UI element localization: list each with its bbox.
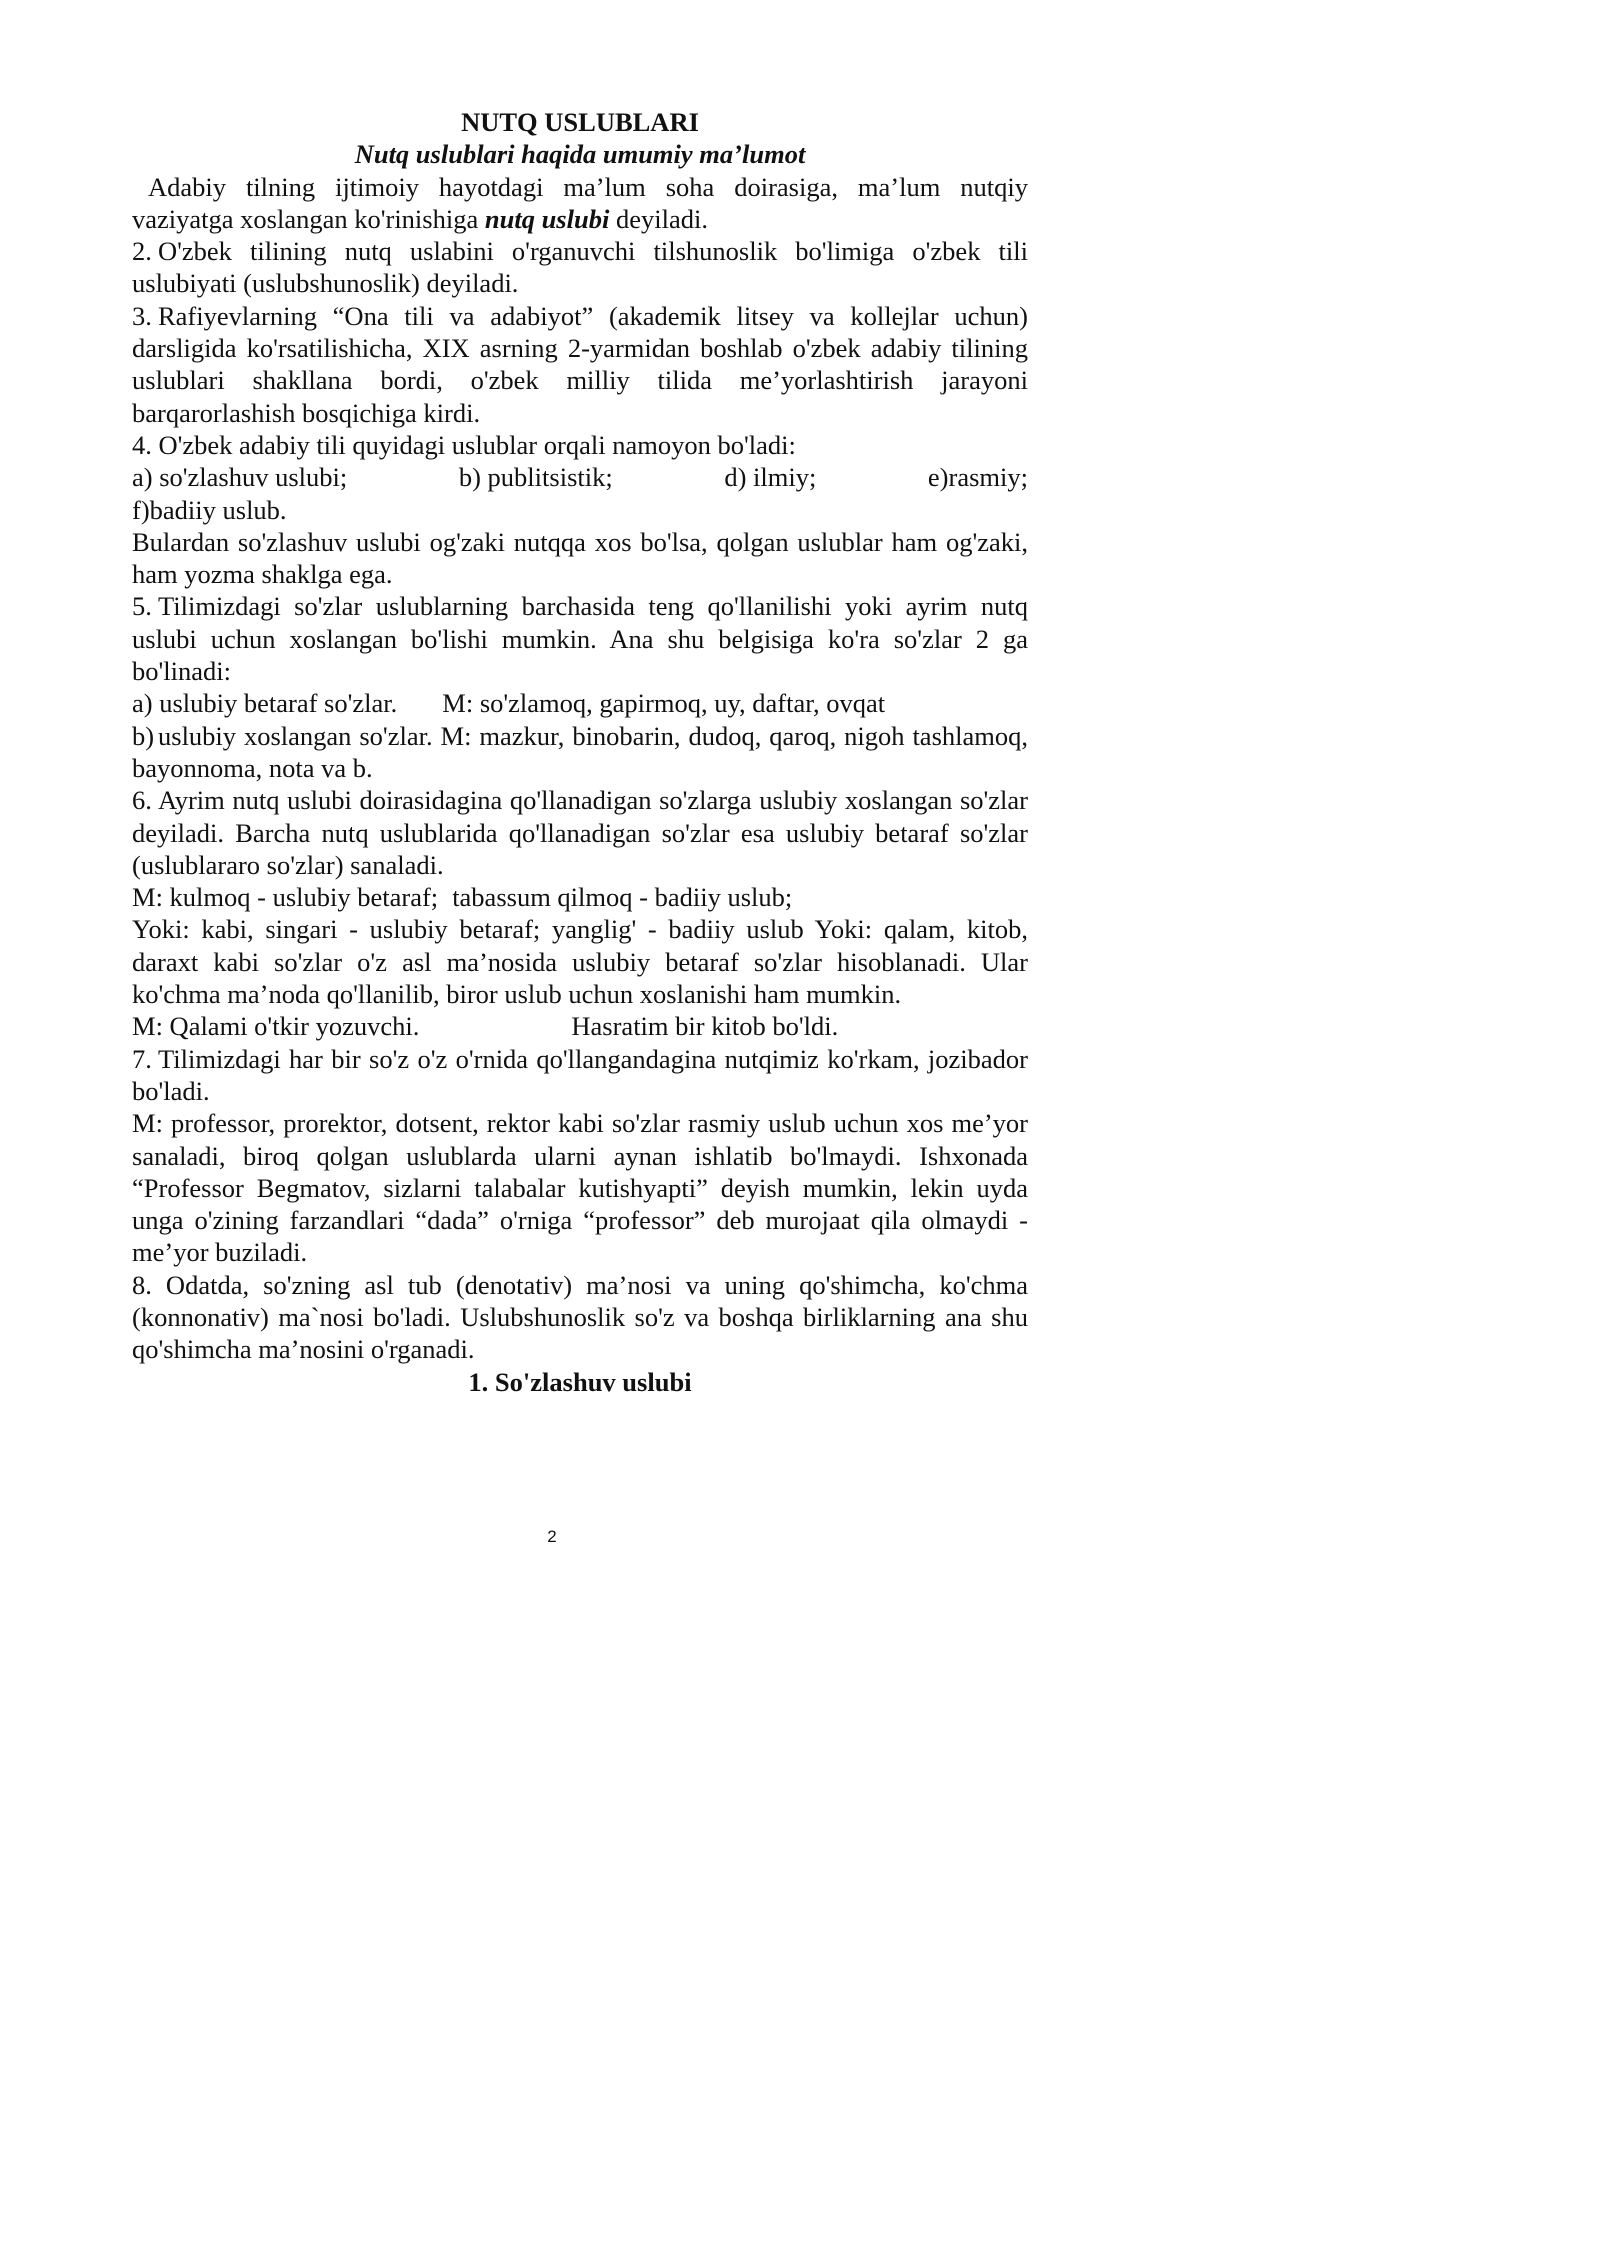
paragraph-5 — [132, 590, 1028, 687]
term-nutq-uslubi: nutq uslubi — [484, 203, 610, 234]
option-a: a) so'zlashuv uslubi; — [132, 462, 348, 493]
paragraph-7-text: Tilimizdagi har bir so'z o'z o'rnida qo'llangandagina nutqimiz ko'rkam, jozibador bo'ladi. — [132, 1043, 1028, 1106]
paragraph-2 — [132, 235, 1028, 300]
paragraph-4: 4. O'zbek adabiy tili quyidagi uslublar orqali namoyon bo'ladi: — [132, 429, 796, 460]
option-b: b) publitsistik; — [458, 462, 613, 493]
document-page — [0, 0, 1104, 1561]
paragraph-7-example: M: professor, prorektor, dotsent, rektor kabi so'zlar rasmiy uslub uchun xos me’yor sanaladi, biroq qolgan uslublarda ularni aynan ishlatib bo'lmaydi. Ishxonada “Professor Begmatov, sizlarni talabalar kutishyapti” deyish mumkin, lekin uyda unga o'zining farzandlari “dada” o'rniga “professor” deb murojaat qila olmaydi - me’yor buziladi. — [132, 1108, 1028, 1268]
item-number: 6. — [132, 785, 152, 816]
example-line-1 — [132, 881, 1028, 913]
example-1a: M: kulmoq - uslubiy betaraf; — [132, 882, 439, 913]
item-number: b) — [132, 720, 155, 751]
page-number: 2 — [547, 1527, 557, 1546]
option-e: e)rasmiy; — [927, 462, 1028, 493]
section-heading: 1. So'zlashuv uslubi — [468, 1366, 692, 1397]
paragraph-3-text: Rafiyevlarning “Ona tili va adabiyot” (akademik litsey va kollejlar uchun) darsligida ko'rsatilishicha, XIX asrning 2-yarmidan boshlab o'zbek adabiy tilining uslublari shakllana bordi, o'zbek milliy tilida me’yorlashtirish jarayoni barqarorlashish bosqichiga kirdi. — [132, 300, 1028, 428]
example-line-3 — [132, 1010, 1028, 1042]
page-subtitle: Nutq uslublari haqida umumiy ma’lumot — [354, 139, 806, 170]
page-title: NUTQ USLUBLARI — [461, 107, 699, 137]
option-d: d) ilmiy; — [724, 462, 817, 493]
item-number: 7. — [132, 1043, 152, 1074]
neutral-words-example: M: so'zlamoq, gapirmoq, uy, daftar, ovqat — [442, 688, 886, 719]
paragraph-4-note: Bulardan so'zlashuv uslubi og'zaki nutqqa xos bo'lsa, qolgan uslublar ham og'zaki, ham yozma shaklga ega. — [132, 526, 1028, 590]
paragraph-5-text: Tilimizdagi so'zlar uslublarning barchasida teng qo'llanilishi yoki ayrim nutq uslubi uchun xoslangan bo'lishi mumkin. Ana shu belgisiga ko'ra so'zlar 2 ga bo'linadi: — [132, 591, 1028, 687]
example-paragraph-2: Yoki: kabi, singari - uslubiy betaraf; yanglig' - badiiy uslub Yoki: qalam, kitob, daraxt kabi so'zlar o'z asl ma’nosida uslubiy betaraf so'zlar hisoblanadi. Ular ko'chma ma’noda qo'llanilib, biror uslub uchun xoslanishi ham mumkin. — [132, 914, 1028, 1010]
paragraph-6-text: Ayrim nutq uslubi doirasidagina qo'llanadigan so'zlarga uslubiy xoslangan so'zlar deyiladi. Barcha nutq uslublarida qo'llanadigan so'zlar esa uslubiy betaraf so'zlar (uslublararo so'zlar) sanaladi. — [132, 785, 1028, 880]
paragraph-3 — [132, 300, 1028, 429]
marked-words-text: uslubiy xoslangan so'zlar. M: mazkur, binobarin, dudoq, qaroq, nigoh tashlamoq, bayonnoma, nota va b. — [132, 720, 1028, 783]
item-number: 3. — [132, 300, 152, 331]
paragraph-7 — [132, 1043, 1028, 1108]
example-3a: M: Qalami o'tkir yozuvchi. — [132, 1011, 420, 1042]
example-1b: tabassum qilmoq - badiiy uslub; — [452, 882, 793, 913]
marked-words-line — [132, 720, 1028, 785]
example-3b: Hasratim bir kitob bo'ldi. — [571, 1011, 839, 1042]
paragraph-2-text: O'zbek tilining nutq uslabini o'rganuvchi tilshunoslik bo'limiga o'zbek tili uslubiyati (uslubshunoslik) deyiladi. — [132, 236, 1028, 299]
paragraph-6 — [132, 784, 1028, 881]
item-number: 5. — [132, 591, 152, 622]
style-options-row — [132, 461, 1028, 493]
intro-text: Adabiy tilning ijtimoiy hayotdagi ma’lum soha doirasiga, ma’lum nutqiy vaziyatga xoslangan ko'rinishiga — [132, 171, 1028, 234]
intro-paragraph — [132, 171, 1028, 236]
item-number: 2. — [132, 236, 152, 267]
option-f: f)badiiy uslub. — [132, 494, 287, 525]
paragraph-8: 8. Odatda, so'zning asl tub (denotativ) ma’nosi va uning qo'shimcha, ko'chma (konnonativ) ma`nosi bo'ladi. Uslubshunoslik so'z va boshqa birliklarning ana shu qo'shimcha ma’nosini o'rganadi. — [132, 1269, 1028, 1365]
neutral-words-label: a) uslubiy betaraf so'zlar. — [132, 688, 398, 719]
neutral-words-line — [132, 687, 1028, 719]
intro-end: deyiladi. — [609, 203, 708, 234]
page-content — [132, 106, 1028, 1398]
